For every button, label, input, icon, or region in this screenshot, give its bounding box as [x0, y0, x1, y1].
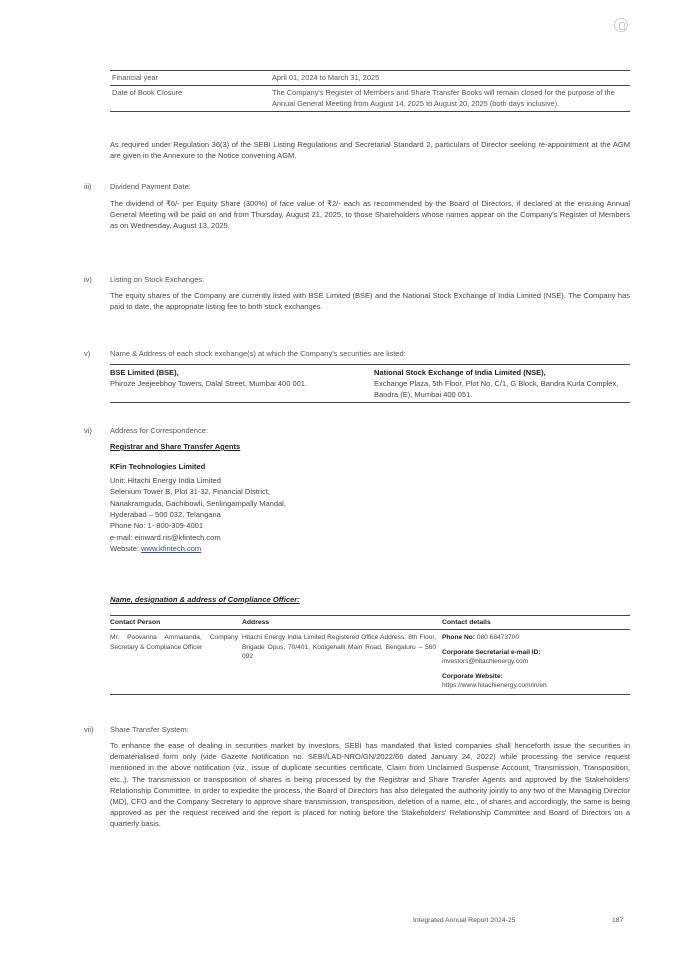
- financial-year-label: Financial year: [112, 73, 159, 82]
- compliance-address: Hitachi Energy India Limited Registered Office Address: 8th Floor, Brigade Opus, 70/401, Kodigehalli Main Road, Bengaluru – 560 092: [242, 634, 436, 661]
- report-logo-icon: [614, 18, 628, 32]
- bse-address: Phiroze Jeejeebhoy Towers, Dalal Street, Mumbai 400 001.: [110, 379, 308, 388]
- dividend-section-title: Dividend Payment Date:: [110, 182, 191, 191]
- share-transfer-paragraph: To enhance the ease of dealing in securities market by investors, SEBI has mandated that listed companies shall henceforth issue the securities in dematerialised form only (vide Gazette Notification no. SEBI/LAD-NRO/GN/2022/66 dated January 24, 2022) while processing the service request mentioned in the above notification (viz., issue of duplicate securities certificate, Claim from Unclaimed Suspense Account, Transmission, Transposition, etc.,). The transmission or transposition of shares is being processed by the Registrar and Share Transfer Agents and approved by the Stakeholders' Relationship Committee. In order to expedite the process, the Board of Directors has also delegated the authority jointly to any two of the Managing Director (MD), CFO and the Company Secretary to approve share transmission, transposition, deletion of a name, etc., of shares and accordingly, the same is being approved as per the request received and the report is placed for noting before the Stakeholders' Relationship Committee and Board of Directors on a quarterly basis.: [110, 741, 630, 829]
- rta-heading: Registrar and Share Transfer Agents: [110, 442, 241, 451]
- rta-address-line: Hyderabad – 500 032, Telangana: [110, 510, 221, 520]
- email-value[interactable]: investors@hitachienergy.com: [442, 658, 529, 666]
- nse-address: Exchange Plaza, 5th Floor, Plot No. C/1, G Block, Bandra Kurla Complex, Bandra (E), Mumbai 400 051.: [374, 379, 619, 399]
- financial-year-value: April 01, 2024 to March 31, 2025: [272, 73, 380, 82]
- section-number: iv): [84, 275, 92, 284]
- email-label: Corporate Secretarial e-mail ID:: [442, 648, 541, 656]
- rta-address-line: Nanakramguda, Gachibowli, Serilingampally Mandal,: [110, 498, 286, 508]
- rta-address-line: Unit: Hitachi Energy India Limited: [110, 475, 221, 485]
- book-closure-table: [110, 70, 630, 112]
- bse-name: BSE Limited (BSE),: [110, 368, 179, 377]
- contact-details: [442, 630, 630, 695]
- table-row: [110, 365, 630, 403]
- website-link[interactable]: https://www.hitachienergy.com/in/en: [442, 682, 547, 690]
- book-closure-label: Date of Book Closure: [112, 88, 183, 97]
- correspondence-section-title: Address for Correspondence:: [110, 426, 208, 435]
- dividend-paragraph: The dividend of ₹6/- per Equity Share (300%) of face value of ₹2/- each as recommended by the Board of Directors, if declared at the ensuing Annual General Meeting will be paid on and from Thursday, August 21, 2025, to those Shareholders whose names appear on the Company's Register of Members as on Wednesday, August 13, 2025.: [110, 199, 630, 231]
- compliance-officer-table: [110, 615, 630, 695]
- section-number: v): [84, 349, 91, 358]
- page-number: 187: [612, 917, 624, 924]
- rta-website-label: Website:: [110, 544, 142, 554]
- exchanges-section-title: Name & Address of each stock exchange(s) at which the Company's securities are listed:: [110, 349, 406, 358]
- table-row: [110, 86, 630, 112]
- table-row: [110, 71, 630, 86]
- share-transfer-section-title: Share Transfer System:: [110, 725, 189, 734]
- column-header: Address: [242, 616, 442, 630]
- stock-exchanges-table: [110, 364, 630, 403]
- table-header-row: [110, 616, 630, 630]
- listing-section-title: Listing on Stock Exchanges:: [110, 275, 205, 284]
- nse-name: National Stock Exchange of India Limited (NSE),: [374, 368, 546, 377]
- phone-value: 080 68473700: [476, 634, 519, 641]
- section-number: vii): [84, 725, 94, 734]
- listing-paragraph: The equity shares of the Company are currently listed with BSE Limited (BSE) and the National Stock Exchange of India Limited (NSE). The Company has paid to date, the appropriate listing fee to both stock exchanges.: [110, 291, 630, 312]
- rta-company-name: KFin Technologies Limited: [110, 462, 206, 472]
- rta-phone: Phone No: 1- 800-309-4001: [110, 521, 203, 531]
- bse-cell: [110, 365, 370, 403]
- section-number: iii): [84, 182, 92, 191]
- nse-cell: [370, 365, 630, 403]
- rta-website-link[interactable]: www.kfintech.com: [141, 544, 202, 554]
- compliance-officer-heading: Name, designation & address of Compliance Officer:: [110, 595, 300, 604]
- phone-row: [442, 633, 630, 643]
- rta-email: e-mail: einward.ris@kfintech.com: [110, 532, 221, 542]
- column-header: Contact details: [442, 616, 630, 630]
- book-closure-value: The Company's Register of Members and Share Transfer Books will remain closed for the purpose of the Annual General Meeting from August 14, 2025 to August 20, 2025 (both days inclusive).: [272, 88, 615, 108]
- footer-report-title: Integrated Annual Report 2024-25: [413, 917, 516, 924]
- table-row: [110, 630, 630, 695]
- contact-person: Mr. Poovanna Ammatanda, Company Secretary & Compliance Officer: [110, 634, 238, 651]
- section-number: vi): [84, 426, 92, 435]
- regulation-note: As required under Regulation 36(3) of the SEBI Listing Regulations and Secretarial Standard 2, particulars of Director seeking re-appointment at the AGM are given in the Annexure to the Notice convening AGM.: [110, 140, 630, 161]
- rta-address-block: [110, 441, 410, 555]
- website-label: Corporate Website:: [442, 672, 503, 680]
- rta-address-line: Selenium Tower B, Plot 31-32, Financial District,: [110, 487, 270, 497]
- phone-label: Phone No:: [442, 634, 475, 641]
- column-header: Contact Person: [110, 616, 242, 630]
- rta-website-row: [110, 543, 410, 554]
